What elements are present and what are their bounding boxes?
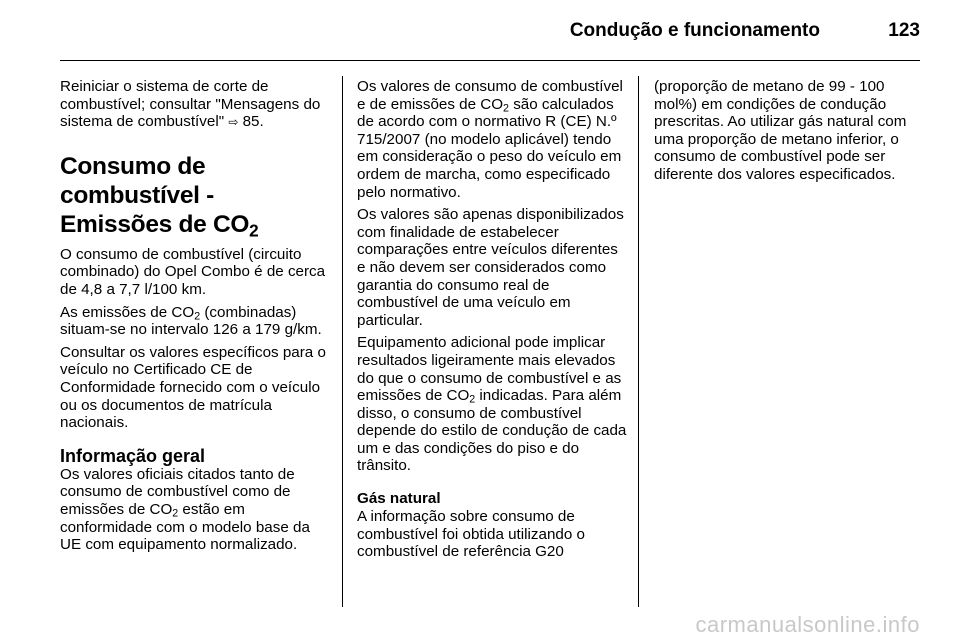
column-right (654, 78, 926, 189)
column-middle (357, 78, 627, 566)
subsection-title-info-geral: Informação geral (60, 445, 206, 466)
apenas-paragraph: Os valores são apenas disponibilizados com finalidade de estabelecer comparações entre veículos diferentes e não devem ser considerados como garantia do consumo real de combustível de uma veículo em particular. (357, 206, 624, 329)
column-left (60, 78, 332, 559)
section-title-consumo: Consumo de combustível - Emissões de $CO_2$ (60, 152, 259, 241)
proporcao-paragraph: (proporção de metano de 99 - 100 mol%) em condições de condução prescritas. Ao utilizar gás natural com uma proporção de metano inferior, o consumo de combustível pode ser diferente dos valores especificados. (654, 78, 907, 183)
column-divider-2 (638, 76, 639, 607)
page-header-title: Condução e funcionamento (569, 20, 820, 41)
valores-paragraph: Os valores de consumo de combustível e de emissões de $CO_2$ são calculados de acordo com o normativo R (CE) N.º 715/2007 (no modelo aplicável) tendo em consideração o peso do veículo em ordem de marcha, como especificado pelo normativo. (357, 78, 623, 201)
consultar-paragraph: Consultar os valores específicos para o veículo no Certificado CE de Conformidade fornecido com o veículo ou os documentos de matrícula nacionais. (60, 343, 326, 432)
column-divider-1 (342, 76, 343, 607)
arrow-ref-icon[interactable]: ⇨ (228, 115, 239, 130)
page-number: 123 (888, 20, 920, 41)
reinit-paragraph: Reiniciar o sistema de corte de combustível; consultar "Mensagens do sistema de combustível" ⇨ 85. (60, 78, 321, 131)
consumo-paragraph: O consumo de combustível (circuito combinado) do Opel Combo é de cerca de 4,8 a 7,7 l/100 km. (60, 245, 326, 298)
gas-paragraph: A informação sobre consumo de combustível foi obtida utilizando o combustível de referência G20 (357, 508, 585, 561)
header-divider (60, 60, 920, 61)
emissoes-paragraph: As emissões de $CO_2$ (combinadas) situam-se no intervalo 126 a 179 g/km. (60, 303, 322, 339)
equipamento-paragraph: Equipamento adicional pode implicar resultados ligeiramente mais elevados do que o consumo de combustível e as emissões de $CO_2$ indicadas. Para além disso, o consumo de combustível depende do estilo de condução de cada um e das condições do piso e do trânsito. (357, 334, 627, 475)
watermark-text: carmanualsonline.info (695, 612, 920, 637)
oficiais-paragraph: Os valores oficiais citados tanto de consumo de combustível como de emissões de $CO_2$ estão em conformidade com o modelo base da UE com equipamento normalizado. (60, 465, 310, 554)
subsection-title-gas-natural: Gás natural (357, 490, 441, 508)
